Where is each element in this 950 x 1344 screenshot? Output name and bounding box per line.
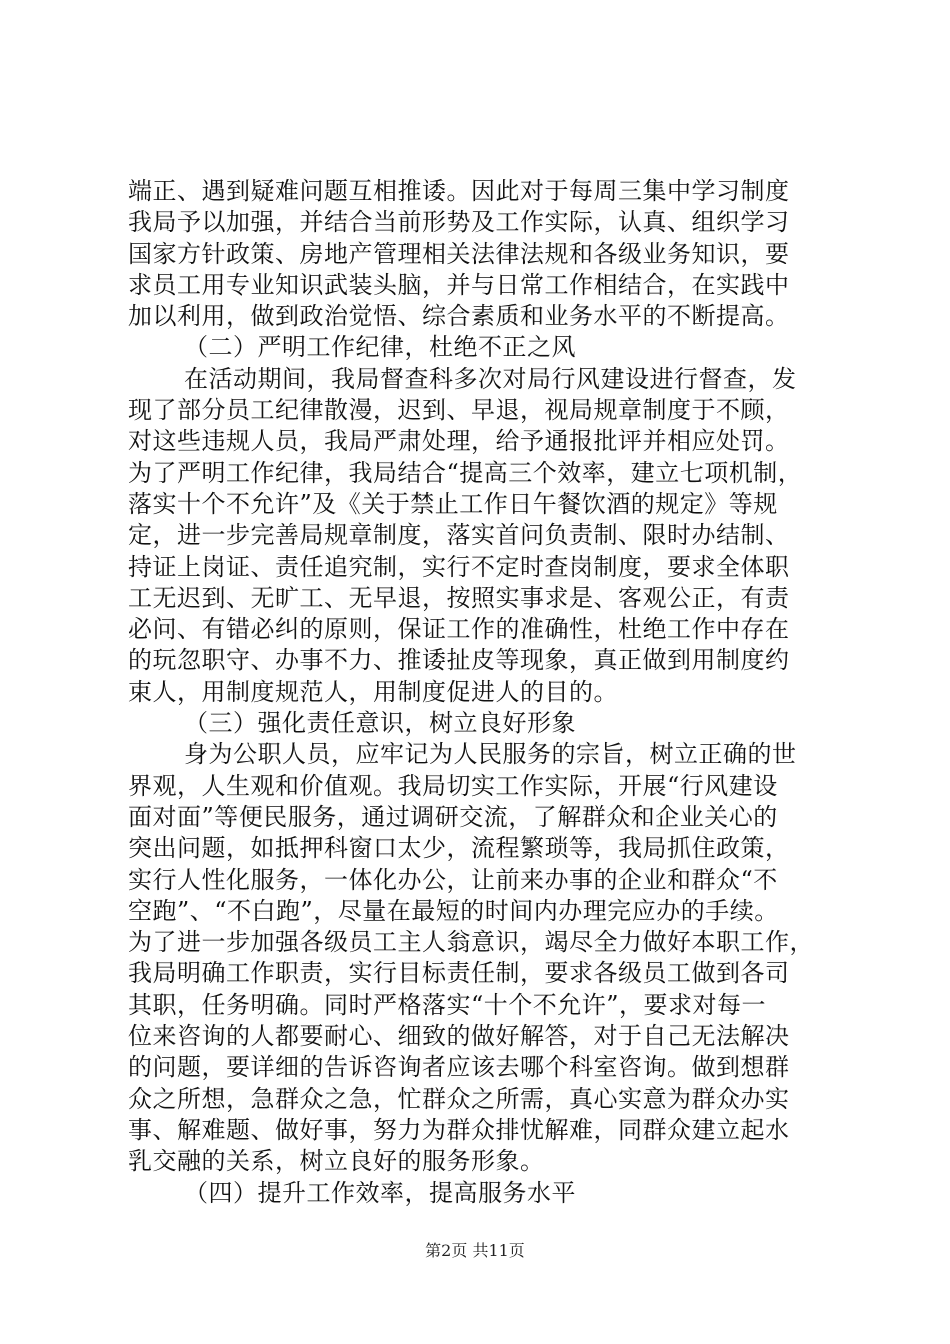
page-footer: 第2页 共11页 xyxy=(425,1241,525,1260)
text-line: 事、解难题、做好事，努力为群众排忧解难，同群众建立起水 xyxy=(128,1115,790,1144)
text-line: 必问、有错必纠的原则，保证工作的准确性，杜绝工作中存在 xyxy=(128,615,790,644)
text-line: （二）严明工作纪律，杜绝不正之风 xyxy=(184,333,576,362)
text-line: 乳交融的关系，树立良好的服务形象。 xyxy=(128,1147,545,1176)
text-line: 定，进一步完善局规章制度，落实首问负责制、限时办结制、 xyxy=(128,521,790,550)
document-body xyxy=(128,176,838,1209)
text-line: 为了进一步加强各级员工主人翁意识，竭尽全力做好本职工作， xyxy=(128,928,814,957)
text-line: 落实十个不允许”及《关于禁止工作日午餐饮酒的规定》等规 xyxy=(128,489,778,518)
text-line: 位来咨询的人都要耐心、细致的做好解答，对于自己无法解决 xyxy=(128,1022,790,1051)
text-line: 束人，用制度规范人，用制度促进人的目的。 xyxy=(128,677,618,706)
text-line: 为了严明工作纪律，我局结合“提高三个效率，建立七项机制， xyxy=(128,458,803,487)
text-line: 求员工用专业知识武装头脑，并与日常工作相结合，在实践中 xyxy=(128,270,790,299)
text-line: 国家方针政策、房地产管理相关法律法规和各级业务知识，要 xyxy=(128,239,790,268)
text-line: 我局明确工作职责，实行目标责任制，要求各级员工做到各司 xyxy=(128,959,790,988)
text-line: 的问题，要详细的告诉咨询者应该去哪个科室咨询。做到想群 xyxy=(128,1053,790,1082)
text-line: 突出问题，如抵押科窗口太少，流程繁琐等，我局抓住政策， xyxy=(128,834,790,863)
text-line: 工无迟到、无旷工、无早退，按照实事求是、客观公正，有责 xyxy=(128,583,790,612)
text-line: 我局予以加强，并结合当前形势及工作实际，认真、组织学习 xyxy=(128,208,790,237)
text-line: 加以利用，做到政治觉悟、综合素质和业务水平的不断提高。 xyxy=(128,302,790,331)
text-line: 面对面”等便民服务，通过调研交流，了解群众和企业关心的 xyxy=(128,802,778,831)
text-line: 持证上岗证、责任追究制，实行不定时查岗制度，要求全体职 xyxy=(128,552,790,581)
text-line: （四）提升工作效率，提高服务水平 xyxy=(184,1178,576,1207)
text-line: 其职，任务明确。同时严格落实“十个不允许”，要求对每一 xyxy=(128,990,767,1019)
text-line: 身为公职人员，应牢记为人民服务的宗旨，树立正确的世 xyxy=(184,740,797,769)
text-line: （三）强化责任意识，树立良好形象 xyxy=(184,709,576,738)
text-line: 的玩忽职守、办事不力、推诿扯皮等现象，真正做到用制度约 xyxy=(128,646,790,675)
text-line: 端正、遇到疑难问题互相推诿。因此对于每周三集中学习制度 xyxy=(128,177,790,205)
text-line: 界观，人生观和价值观。我局切实工作实际，开展“行风建设 xyxy=(128,771,778,800)
text-line: 实行人性化服务，一体化办公，让前来办事的企业和群众“不 xyxy=(128,865,778,894)
text-line: 众之所想，急群众之急，忙群众之所需，真心实意为群众办实 xyxy=(128,1084,790,1113)
text-line: 对这些违规人员，我局严肃处理，给予通报批评并相应处罚。 xyxy=(128,427,790,456)
text-line: 现了部分员工纪律散漫，迟到、早退，视局规章制度于不顾， xyxy=(128,396,790,425)
text-line: 空跑”、“不白跑”，尽量在最短的时间内办理完应办的手续。 xyxy=(128,896,779,925)
text-line: 在活动期间，我局督查科多次对局行风建设进行督查，发 xyxy=(184,364,797,393)
